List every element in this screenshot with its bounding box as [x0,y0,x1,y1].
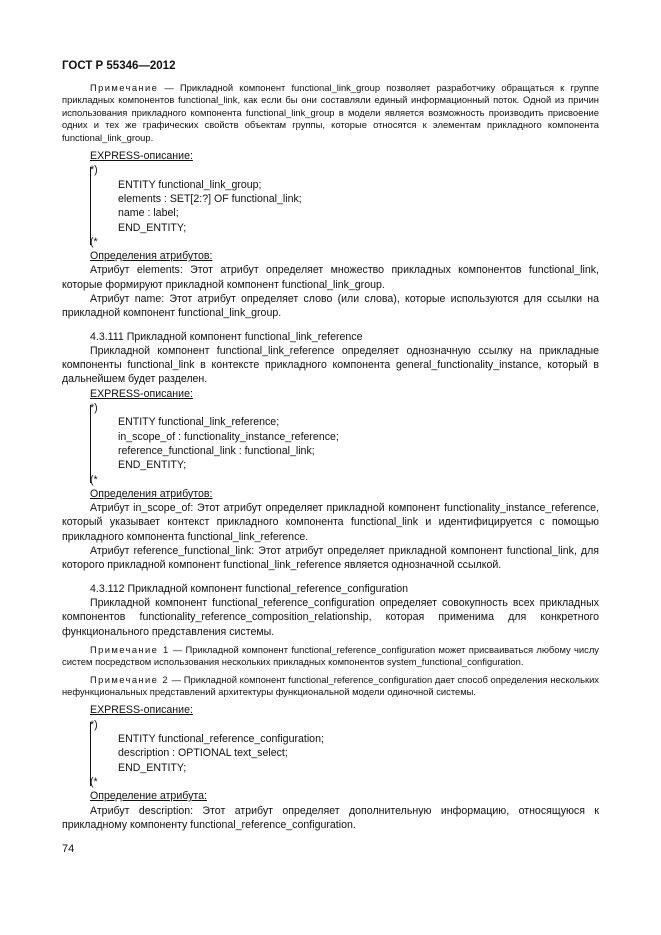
code-line: ENTITY functional_link_group; [118,178,262,191]
express-code-block [62,718,599,789]
attributes-label: Определение атрибута: [90,790,207,803]
note-text: — Прикладной компонент functional_link_group позволяет разработчику обращаться к группе прикладных компонентов functional_link, как если бы они составляли единый информационный поток. Одной из причин использования прикладного компонента functional_link_group в модели является возможность производить присвоение одних и тех же графических свойств объектам группы, которые относятся к элементам прикладного компонента functional_link_group. [62,82,599,143]
code-close: (* [90,235,98,248]
express-code-block [62,401,599,487]
section-heading: 4.3.111 Прикладной компонент functional_link_reference [90,330,363,343]
code-line: END_ENTITY; [118,221,187,234]
note-1 [62,644,599,669]
code-close: (* [90,775,98,788]
code-line: in_scope_of : functionality_instance_reference; [118,430,339,443]
code-close: (* [90,473,98,486]
code-bar [90,405,91,483]
section-description: Прикладной компонент functional_reference_configuration определяет совокупность всех прикладных компонентов functionality_reference_composition_relationship, которая применима для конкретного функционального представления системы. [62,596,599,638]
code-line: ENTITY functional_reference_configuration; [118,733,324,746]
code-open: *) [90,164,98,177]
code-line: reference_functional_link : functional_link; [118,444,315,457]
section-description: Прикладной компонент functional_link_reference определяет однозначную ссылку на прикладные компоненты functional_link в контексте прикладного компонента general_functionality_instance, который в дальнейшем будет разделен. [62,344,599,386]
code-line: elements : SET[2:?] OF functional_link; [118,192,302,205]
code-bar [90,167,91,245]
express-label: EXPRESS-описание: [90,150,193,163]
note-label: Примечание 2 [90,673,169,685]
code-bar [90,722,91,786]
attributes-label: Определения атрибутов: [90,250,213,263]
express-label: EXPRESS-описание: [90,387,193,400]
attribute-text: Атрибут description: Этот атрибут определяет дополнительную информацию, относящуюся к прикладному компоненту functional_reference_configuration. [62,804,599,831]
attribute-text: Атрибут elements: Этот атрибут определяет множество прикладных компонентов functional_link, которые формируют прикладной компонент functional_link_group. [62,264,599,291]
note-label: Примечание 1 [90,643,170,655]
section-heading: 4.3.112 Прикладной компонент functional_reference_configuration [90,582,409,595]
attribute-text: Атрибут reference_functional_link: Этот атрибут определяет прикладной компонент functional_link, для которого прикладной компонент functional_link_reference является однозначной ссылкой. [62,545,599,572]
attribute-text: Атрибут name: Этот атрибут определяет слово (или слова), которые используются для ссылки на прикладной компонент functional_link_group. [62,293,599,320]
code-line: ENTITY functional_link_reference; [118,416,280,429]
code-line: END_ENTITY; [118,761,187,774]
express-label: EXPRESS-описание: [90,704,193,717]
page-number: 74 [62,843,75,855]
code-line: name : label; [118,207,179,220]
page-content [62,82,599,832]
note-label: Примечание [90,82,159,93]
note-text: — Прикладной компонент functional_reference_configuration может присваиваться любому числу систем посредством использования нескольких прикладных компонентов system_functional_configuration. [62,643,599,668]
code-line: END_ENTITY; [118,459,187,472]
code-line: description : OPTIONAL text_select; [118,747,288,760]
note-group [62,82,599,144]
note-text: — Прикладной компонент functional_reference_configuration дает способ определения нескольких нефункциональных представлений архитектуры функциональной модели одиночной системы. [62,673,599,698]
note-2 [62,674,599,699]
express-code-block [62,163,599,249]
code-open: *) [90,718,98,731]
attributes-label: Определения атрибутов: [90,487,213,500]
attribute-text: Атрибут in_scope_of: Этот атрибут определяет прикладной компонент functionality_instance_reference, который указывает контекст прикладного компонента functional_link и идентифицируется с помощью прикладного компонента functional_link_reference. [62,502,599,543]
standard-header: ГОСТ Р 55346—2012 [62,60,176,72]
code-open: *) [90,402,98,415]
